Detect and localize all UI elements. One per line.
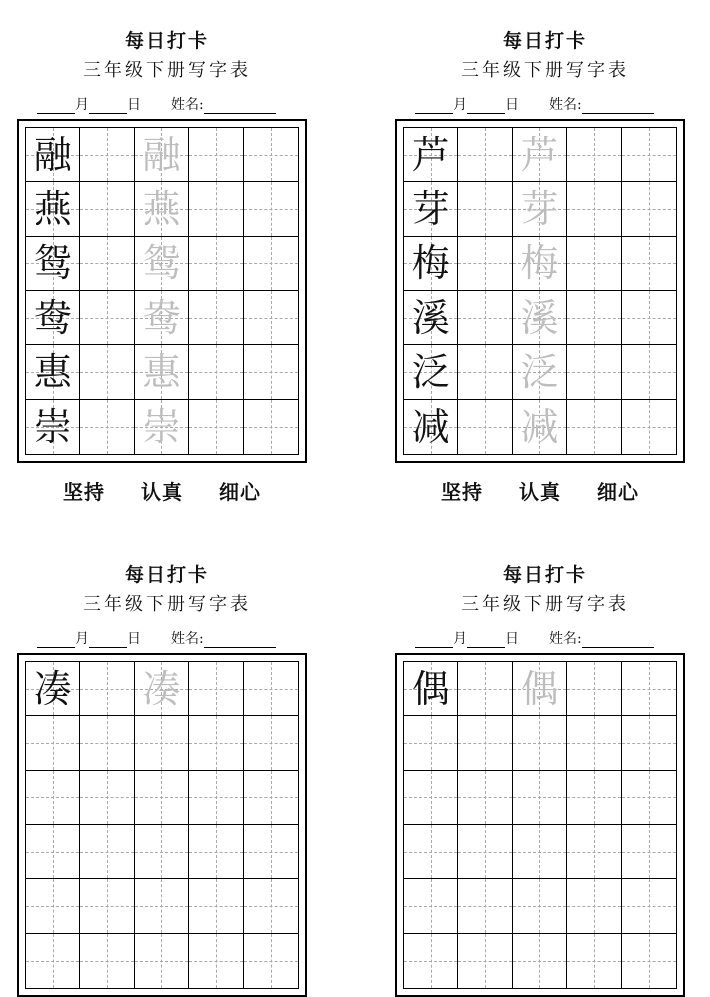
- card-subtitle: 三年级下册写字表: [461, 594, 629, 615]
- trace-character: 芦: [520, 132, 559, 177]
- grid-cell[interactable]: [458, 400, 512, 454]
- card-title: 每日打卡: [502, 30, 587, 52]
- grid-cell[interactable]: [80, 716, 134, 770]
- grid-cell[interactable]: [458, 128, 512, 182]
- grid-cell[interactable]: [135, 128, 189, 182]
- motto: [395, 476, 685, 505]
- grid-cell[interactable]: [458, 291, 512, 345]
- trace-character: 燕: [142, 186, 181, 231]
- grid-cell[interactable]: [622, 771, 676, 825]
- trace-character: 鸳: [142, 241, 181, 286]
- grid-cell[interactable]: [567, 662, 621, 716]
- grid-cell[interactable]: [458, 771, 512, 825]
- motto-word: 认真: [519, 480, 561, 504]
- name-blank[interactable]: [582, 633, 654, 648]
- grid-cell[interactable]: [244, 237, 298, 291]
- grid-cell[interactable]: [244, 182, 298, 236]
- grid-cell[interactable]: [513, 345, 567, 399]
- name-label: 姓名:: [171, 97, 204, 113]
- motto: [17, 476, 307, 505]
- trace-character: 鸯: [142, 295, 181, 340]
- grid-cell[interactable]: [567, 237, 621, 291]
- grid-cell[interactable]: [135, 182, 189, 236]
- grid-cell[interactable]: [567, 345, 621, 399]
- grid-cell[interactable]: [189, 934, 243, 988]
- grid-cell[interactable]: [26, 716, 80, 770]
- grid-cell[interactable]: [189, 825, 243, 879]
- grid-cell[interactable]: [404, 291, 458, 345]
- motto-word: 认真: [141, 480, 183, 504]
- grid-cell[interactable]: [80, 934, 134, 988]
- day-label: 日: [505, 631, 519, 647]
- grid-cell[interactable]: [80, 662, 134, 716]
- card-subtitle: 三年级下册写字表: [83, 594, 251, 615]
- grid-cell[interactable]: [513, 128, 567, 182]
- grid-cell[interactable]: [404, 879, 458, 933]
- model-character: 燕: [33, 186, 72, 231]
- grid-cell[interactable]: [513, 291, 567, 345]
- grid-cell[interactable]: [26, 237, 80, 291]
- name-label: 姓名:: [171, 631, 204, 647]
- model-character: 芦: [411, 132, 450, 177]
- model-character: 偶: [411, 666, 450, 711]
- grid-cell[interactable]: [135, 291, 189, 345]
- grid-cell[interactable]: [567, 934, 621, 988]
- grid-cell[interactable]: [244, 771, 298, 825]
- grid-cell[interactable]: [622, 934, 676, 988]
- grid-cell[interactable]: [404, 825, 458, 879]
- grid-cell[interactable]: [513, 934, 567, 988]
- card-title: 每日打卡: [124, 30, 209, 52]
- grid-cell[interactable]: [135, 662, 189, 716]
- grid-cell[interactable]: [513, 662, 567, 716]
- day-label: 日: [505, 97, 519, 113]
- day-blank[interactable]: [467, 99, 505, 114]
- motto-word: 细心: [596, 480, 639, 504]
- grid-cell[interactable]: [458, 879, 512, 933]
- grid-cell[interactable]: [80, 825, 134, 879]
- grid-cell[interactable]: [458, 716, 512, 770]
- trace-character: 减: [520, 404, 559, 449]
- model-character: 崇: [33, 404, 72, 449]
- grid-cell[interactable]: [80, 345, 134, 399]
- grid-cell[interactable]: [135, 879, 189, 933]
- trace-character: 芽: [520, 186, 559, 231]
- model-character: 鸯: [33, 295, 72, 340]
- grid-cell[interactable]: [244, 934, 298, 988]
- grid-cell[interactable]: [567, 400, 621, 454]
- grid-cell[interactable]: [80, 128, 134, 182]
- grid-cell[interactable]: [189, 345, 243, 399]
- grid-cell[interactable]: [135, 934, 189, 988]
- grid-cell[interactable]: [244, 345, 298, 399]
- grid-cell[interactable]: [513, 879, 567, 933]
- grid-cell[interactable]: [567, 291, 621, 345]
- grid-cell[interactable]: [189, 879, 243, 933]
- motto-word: 细心: [218, 480, 261, 504]
- model-character: 融: [33, 132, 72, 177]
- grid-cell[interactable]: [244, 400, 298, 454]
- grid-cell[interactable]: [404, 716, 458, 770]
- grid-cell[interactable]: [26, 771, 80, 825]
- grid-cell[interactable]: [244, 291, 298, 345]
- grid-cell[interactable]: [622, 345, 676, 399]
- month-label: 月: [453, 631, 467, 647]
- day-label: 日: [127, 631, 141, 647]
- grid-cell[interactable]: [189, 716, 243, 770]
- grid-cell[interactable]: [80, 879, 134, 933]
- grid-cell[interactable]: [404, 934, 458, 988]
- grid-cell[interactable]: [26, 662, 80, 716]
- grid-cell[interactable]: [567, 716, 621, 770]
- grid-cells: [403, 127, 677, 455]
- grid-cell[interactable]: [189, 237, 243, 291]
- grid-cell[interactable]: [26, 934, 80, 988]
- grid-cell[interactable]: [458, 182, 512, 236]
- grid-cell[interactable]: [404, 182, 458, 236]
- grid-cell[interactable]: [189, 128, 243, 182]
- grid-cell[interactable]: [26, 825, 80, 879]
- grid-cells: [25, 127, 299, 455]
- card-title: 每日打卡: [502, 564, 587, 586]
- grid-cell[interactable]: [513, 237, 567, 291]
- month-blank[interactable]: [415, 633, 453, 648]
- trace-character: 偶: [520, 666, 559, 711]
- date-name-line: [415, 94, 654, 114]
- grid-cell[interactable]: [189, 400, 243, 454]
- grid-cell[interactable]: [458, 934, 512, 988]
- grid-cell[interactable]: [26, 182, 80, 236]
- grid-cell[interactable]: [244, 879, 298, 933]
- date-name-line: [37, 628, 276, 648]
- name-blank[interactable]: [204, 633, 276, 648]
- motto-word: 坚持: [441, 480, 484, 504]
- grid-cell[interactable]: [80, 400, 134, 454]
- grid-cell[interactable]: [404, 237, 458, 291]
- grid-cell[interactable]: [244, 825, 298, 879]
- grid-cell[interactable]: [567, 182, 621, 236]
- month-label: 月: [453, 97, 467, 113]
- month-blank[interactable]: [415, 99, 453, 114]
- grid-cell[interactable]: [404, 400, 458, 454]
- model-character: 减: [411, 404, 450, 449]
- month-blank[interactable]: [37, 99, 75, 114]
- grid-cell[interactable]: [513, 716, 567, 770]
- grid-cells: [25, 661, 299, 989]
- grid-cell[interactable]: [622, 879, 676, 933]
- grid-cell[interactable]: [622, 291, 676, 345]
- model-character: 鸳: [33, 241, 72, 286]
- grid-cell[interactable]: [622, 662, 676, 716]
- grid-cell[interactable]: [513, 771, 567, 825]
- grid-cell[interactable]: [622, 716, 676, 770]
- trace-character: 惠: [142, 349, 181, 394]
- grid-cell[interactable]: [622, 400, 676, 454]
- trace-character: 泛: [520, 349, 559, 394]
- trace-character: 融: [142, 132, 181, 177]
- grid-cell[interactable]: [622, 128, 676, 182]
- grid-cell[interactable]: [26, 879, 80, 933]
- grid-cells: [403, 661, 677, 989]
- writing-grid: [395, 119, 685, 463]
- grid-cell[interactable]: [189, 771, 243, 825]
- card-subtitle: 三年级下册写字表: [83, 60, 251, 81]
- model-character: 凑: [33, 666, 72, 711]
- trace-character: 溪: [520, 295, 559, 340]
- writing-grid: [395, 653, 685, 997]
- grid-cell[interactable]: [189, 662, 243, 716]
- grid-cell[interactable]: [80, 291, 134, 345]
- month-label: 月: [75, 97, 89, 113]
- day-label: 日: [127, 97, 141, 113]
- grid-cell[interactable]: [244, 662, 298, 716]
- month-blank[interactable]: [37, 633, 75, 648]
- grid-cell[interactable]: [404, 345, 458, 399]
- name-blank[interactable]: [582, 99, 654, 114]
- grid-cell[interactable]: [458, 662, 512, 716]
- grid-cell[interactable]: [404, 771, 458, 825]
- grid-cell[interactable]: [189, 182, 243, 236]
- model-character: 梅: [411, 241, 450, 286]
- grid-cell[interactable]: [567, 128, 621, 182]
- trace-character: 梅: [520, 241, 559, 286]
- grid-cell[interactable]: [135, 237, 189, 291]
- grid-cell[interactable]: [26, 345, 80, 399]
- grid-cell[interactable]: [135, 400, 189, 454]
- date-name-line: [415, 628, 654, 648]
- date-name-line: [37, 94, 276, 114]
- day-blank[interactable]: [467, 633, 505, 648]
- grid-cell[interactable]: [458, 825, 512, 879]
- grid-cell[interactable]: [513, 400, 567, 454]
- trace-character: 凑: [142, 666, 181, 711]
- model-character: 芽: [411, 186, 450, 231]
- grid-cell[interactable]: [135, 825, 189, 879]
- motto-word: 坚持: [63, 480, 106, 504]
- model-character: 泛: [411, 349, 450, 394]
- grid-cell[interactable]: [244, 716, 298, 770]
- model-character: 溪: [411, 295, 450, 340]
- grid-cell[interactable]: [404, 662, 458, 716]
- name-label: 姓名:: [549, 631, 582, 647]
- grid-cell[interactable]: [622, 237, 676, 291]
- model-character: 惠: [33, 349, 72, 394]
- grid-cell[interactable]: [80, 771, 134, 825]
- grid-cell[interactable]: [513, 825, 567, 879]
- day-blank[interactable]: [89, 633, 127, 648]
- grid-cell[interactable]: [458, 237, 512, 291]
- grid-cell[interactable]: [513, 182, 567, 236]
- grid-cell[interactable]: [567, 771, 621, 825]
- grid-cell[interactable]: [404, 128, 458, 182]
- grid-cell[interactable]: [135, 345, 189, 399]
- grid-cell[interactable]: [135, 716, 189, 770]
- writing-grid: [17, 653, 307, 997]
- grid-cell[interactable]: [622, 182, 676, 236]
- grid-cell[interactable]: [189, 291, 243, 345]
- grid-cell[interactable]: [567, 825, 621, 879]
- grid-cell[interactable]: [567, 879, 621, 933]
- grid-cell[interactable]: [135, 771, 189, 825]
- name-label: 姓名:: [549, 97, 582, 113]
- trace-character: 崇: [142, 404, 181, 449]
- month-label: 月: [75, 631, 89, 647]
- card-title: 每日打卡: [124, 564, 209, 586]
- grid-cell[interactable]: [80, 182, 134, 236]
- writing-grid: [17, 119, 307, 463]
- grid-cell[interactable]: [244, 128, 298, 182]
- grid-cell[interactable]: [26, 400, 80, 454]
- grid-cell[interactable]: [26, 291, 80, 345]
- day-blank[interactable]: [89, 99, 127, 114]
- grid-cell[interactable]: [458, 345, 512, 399]
- grid-cell[interactable]: [26, 128, 80, 182]
- card-subtitle: 三年级下册写字表: [461, 60, 629, 81]
- grid-cell[interactable]: [80, 237, 134, 291]
- name-blank[interactable]: [204, 99, 276, 114]
- grid-cell[interactable]: [622, 825, 676, 879]
